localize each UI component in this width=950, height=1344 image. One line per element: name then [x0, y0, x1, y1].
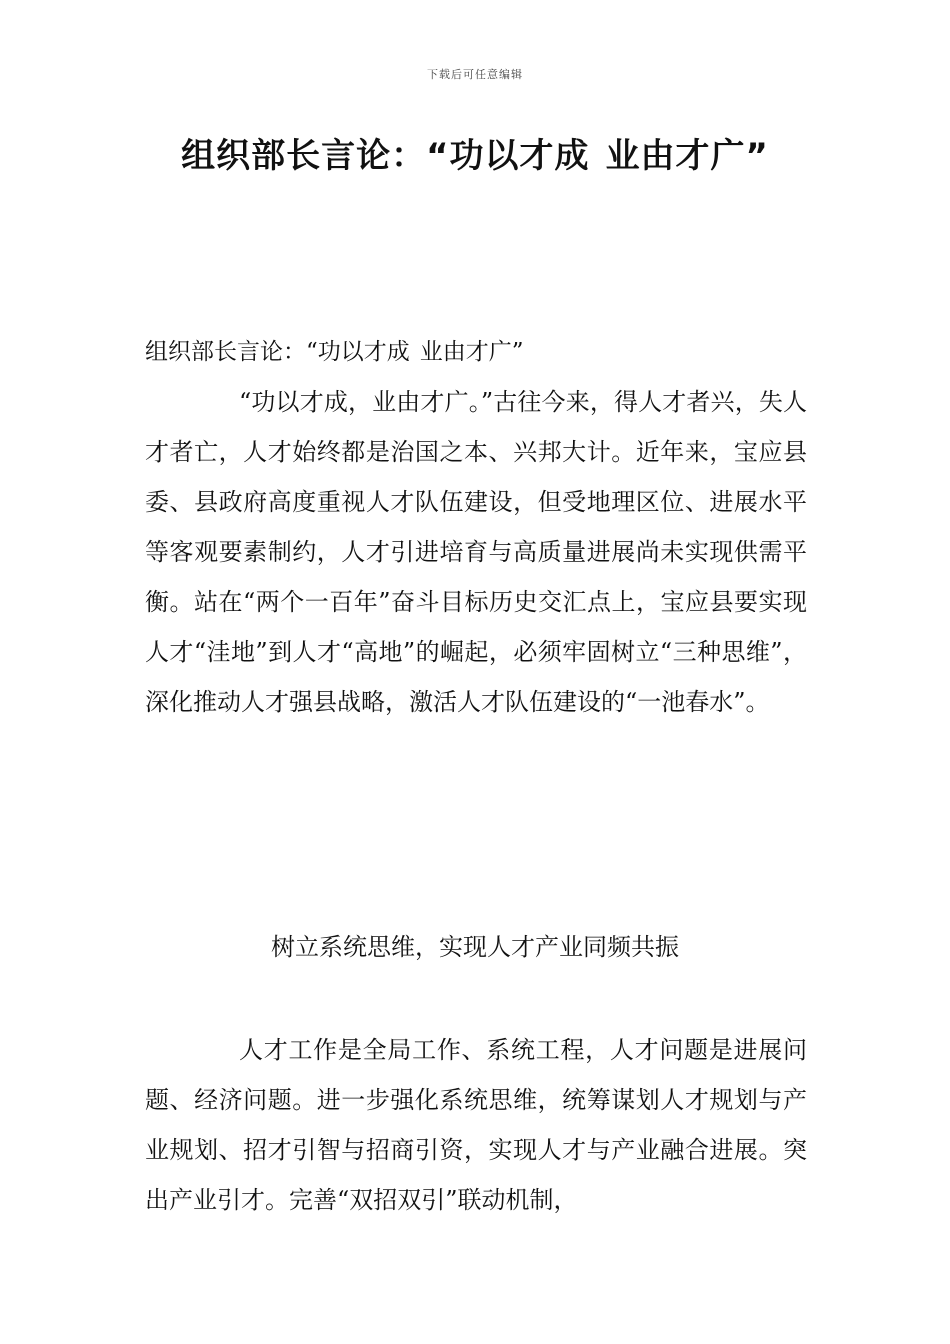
section-paragraph: 人才工作是全局工作、系统工程，人才问题是进展问题、经济问题。进一步强化系统思维，统筹谋划人才规划与产业规划、招才引智与招商引资，实现人才与产业融合进展。突出产业引才。完善“双招双引”联动机制， — [145, 1036, 807, 1214]
document-subtitle-part-1: 组织部长言论：“功以才成 — [145, 339, 410, 365]
document-subtitle-part-2: 业由才广” — [419, 339, 524, 365]
section-body — [145, 1025, 807, 1225]
document-title — [0, 128, 950, 177]
section-heading: 树立系统思维，实现人才产业同频共振 — [271, 933, 679, 961]
page-header-note: 下载后可任意编辑 — [427, 68, 523, 81]
intro-section — [145, 377, 807, 727]
document-title-part-2: 业由才广” — [605, 136, 769, 176]
document-subtitle — [145, 327, 524, 377]
intro-paragraph: “功以才成，业由才广。”古往今来，得人才者兴，失人才者亡，人才始终都是治国之本、兴邦大计。近年来，宝应县委、县政府高度重视人才队伍建设，但受地理区位、进展水平等客观要素制约，人才引进培育与高质量进展尚未实现供需平衡。站在“两个一百年”奋斗目标历史交汇点上，宝应县要实现人才“洼地”到人才“高地”的崛起，必须牢固树立“三种思维”，深化推动人才强县战略，激活人才队伍建设的“一池春水”。 — [145, 388, 807, 716]
document-title-part-1: 组织部长言论：“功以才成 — [181, 136, 590, 176]
